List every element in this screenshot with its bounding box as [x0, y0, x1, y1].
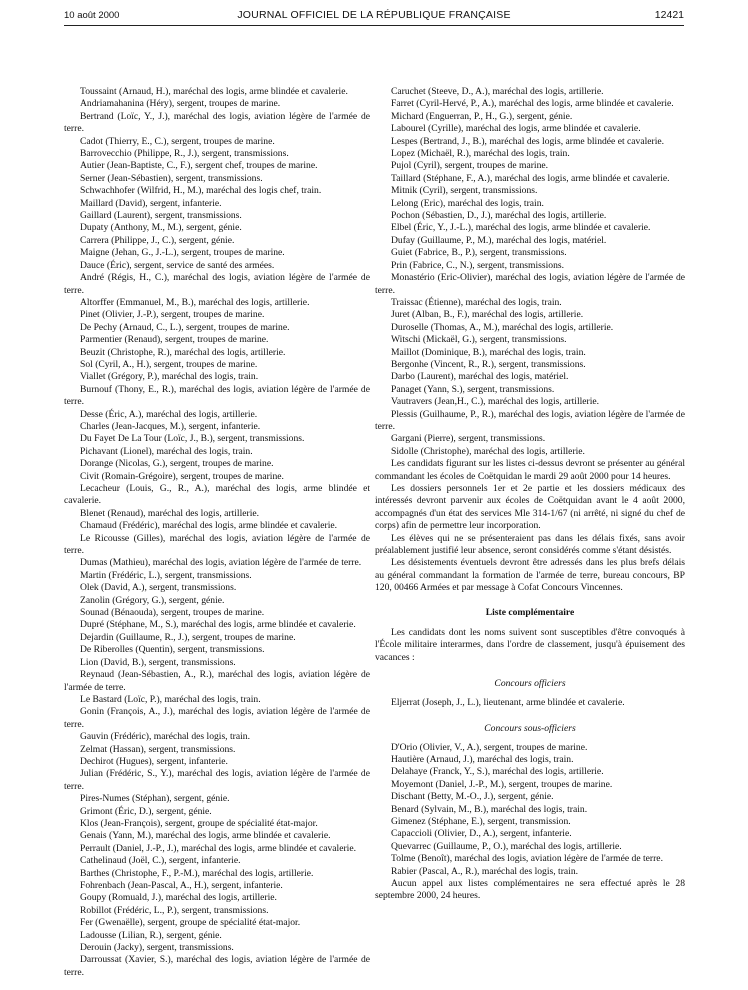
- list-item: Le Bastard (Loïc, P.), maréchal des logis, train.: [80, 693, 261, 705]
- list-item: Pires-Numes (Stéphan), sergent, génie.: [80, 793, 230, 805]
- list-item: Maillot (Dominique, B.), maréchal des logis, train.: [391, 346, 586, 358]
- closing-paragraph: Aucun appel aux listes complémentaires ne sera effectué après le 28 septembre 2000, 24 heures.: [375, 877, 685, 902]
- list-item: Barrovecchio (Philippe, R., J.), sergent, transmissions.: [80, 148, 289, 160]
- list-item: Lion (David, B.), sergent, transmissions.: [80, 656, 236, 668]
- list-item: Zanolin (Grégory, G.), sergent, génie.: [80, 594, 225, 606]
- list-item: Andriamahanina (Héry), sergent, troupes de marine.: [80, 98, 281, 110]
- list-item: Schwachhofer (Wilfrid, H., M.), maréchal des logis chef, train.: [80, 185, 322, 197]
- list-item: Guiet (Fabrice, B., P.), sergent, transmissions.: [391, 247, 567, 259]
- list-item: Witschi (Mickaël, G.), sergent, transmissions.: [391, 334, 567, 346]
- list-item: Lopez (Michaël, R.), maréchal des logis, train.: [391, 148, 570, 160]
- list-item: Rabier (Pascal, A., R.), maréchal des logis, train.: [391, 865, 579, 877]
- instruction-paragraph: Les candidats figurant sur les listes ci-dessus devront se présenter au général commandant les écoles de Coëtquidan le mardi 29 août 2000 pour 14 heures.: [375, 458, 685, 482]
- list-item: Burnouf (Thony, E., R.), maréchal des logis, aviation légère de l'armée de terre.: [64, 383, 370, 408]
- list-item: Carrera (Philippe, J., C.), sergent, génie.: [80, 234, 235, 246]
- list-item: Julian (Frédéric, S., Y.), maréchal des logis, aviation légère de l'armée de terre.: [64, 768, 370, 792]
- nco-title: Concours sous-officiers: [484, 723, 576, 735]
- list-item: Autier (Jean-Baptiste, C., F.), sergent chef, troupes de marine.: [80, 160, 318, 172]
- list-item: Serner (Jean-Sébastien), sergent, transmissions.: [80, 172, 263, 184]
- list-item: Traissac (Étienne), maréchal des logis, train.: [391, 296, 562, 308]
- list-item: De Pechy (Arnaud, C., L.), sergent, troupes de marine.: [80, 321, 290, 333]
- officers-list: [375, 697, 685, 709]
- list-item: Sidolle (Christophe), maréchal des logis, artillerie.: [391, 445, 585, 457]
- list-item: Lelong (Eric), maréchal des logis, train.: [391, 197, 544, 209]
- list-item: Vautravers (Jean,H., C.), maréchal des logis, artillerie.: [391, 396, 600, 408]
- list-item: Sol (Cyril, A., H.), sergent, troupes de marine.: [80, 358, 258, 370]
- list-item: Labourel (Cyrille), maréchal des logis, arme blindée et cavalerie.: [391, 123, 641, 135]
- list-item: Dupré (Stéphane, M., S.), maréchal des logis, arme blindée et cavalerie.: [80, 619, 356, 631]
- list-item: Mitnik (Cyril), sergent, transmissions.: [391, 185, 538, 197]
- list-item: Delahaye (Franck, Y., S.), maréchal des logis, artillerie.: [391, 766, 604, 778]
- list-item: Plessis (Guilhaume, P., R.), maréchal des logis, aviation légère de l'armée de terre.: [375, 408, 685, 432]
- list-item: Fer (Gwenaëlle), sergent, groupe de spécialité état-major.: [80, 917, 301, 929]
- list-item: Cathelinaud (Joël, C.), sergent, infanterie.: [80, 855, 241, 867]
- list-item: Gaillard (Laurent), sergent, transmissions.: [80, 210, 242, 222]
- header-date: 10 août 2000: [64, 10, 120, 21]
- list-item: Beuzit (Christophe, R.), maréchal des logis, artillerie.: [80, 346, 286, 358]
- list-item: Sounad (Bénaouda), sergent, troupes de marine.: [80, 607, 265, 619]
- list-item: Du Fayet De La Tour (Loïc, J., B.), sergent, transmissions.: [80, 433, 305, 445]
- header-title: JOURNAL OFFICIEL DE LA RÉPUBLIQUE FRANÇAISE: [237, 9, 511, 21]
- list-item: Quevarrec (Guillaume, P., O.), maréchal des logis, artillerie.: [391, 840, 622, 852]
- list-item: Monastério (Eric-Olivier), maréchal des logis, aviation légère de l'armée de terre.: [375, 272, 685, 296]
- list-item: Bertrand (Loïc, Y., J.), maréchal des logis, aviation légère de l'armée de terre.: [64, 110, 370, 135]
- list-item: Gargani (Pierre), sergent, transmissions.: [391, 433, 546, 445]
- list-item: Maillard (David), sergent, infanterie.: [80, 197, 222, 209]
- list-item: Parmentier (Renaud), sergent, troupes de marine.: [80, 334, 269, 346]
- list-item: Maigne (Jehan, G., J.-L.), sergent, troupes de marine.: [80, 247, 285, 259]
- list-item: Charles (Jean-Jacques, M.), sergent, infanterie.: [80, 420, 261, 432]
- list-item: Derouin (Jacky), sergent, transmissions.: [80, 942, 234, 954]
- right-column: [375, 86, 685, 903]
- instruction-paragraph: Les désistements éventuels devront être adressés dans les plus brefs délais au général commandant la formation de l'armée de terre, bureau concours, BP 120, 00466 Armées et par message à Cofat Concours Vincennes.: [375, 557, 685, 594]
- list-item: Darbo (Laurent), maréchal des logis, matériel.: [391, 371, 569, 383]
- list-item: Duroselle (Thomas, A., M.), maréchal des logis, artillerie.: [391, 321, 614, 333]
- list-item: Gonin (François, A., J.), maréchal des logis, aviation légère de l'armée de terre.: [64, 706, 370, 730]
- list-item: Prin (Fabrice, C., N.), sergent, transmissions.: [391, 259, 565, 271]
- list-item: André (Régis, H., C.), maréchal des logis, aviation légère de l'armée de terre.: [64, 272, 370, 296]
- list-item: Caruchet (Steeve, D., A.), maréchal des logis, artillerie.: [391, 86, 604, 97]
- header-page-number: 12421: [654, 9, 684, 21]
- list-item: Dumas (Mathieu), maréchal des logis, aviation légère de l'armée de terre.: [80, 557, 362, 569]
- list-item: Toussaint (Arnaud, H.), maréchal des logis, arme blindée et cavalerie.: [80, 86, 348, 97]
- list-item: De Riberolles (Quentin), sergent, transmissions.: [80, 644, 265, 656]
- list-item: Farret (Cyril-Hervé, P., A.), maréchal des logis, arme blindée et cavalerie.: [391, 98, 674, 110]
- list-item: Eljerrat (Joseph, J., L.), lieutenant, arme blindée et cavalerie.: [391, 696, 625, 708]
- instruction-paragraphs: [375, 458, 685, 594]
- left-column: [64, 86, 370, 979]
- list-item: Benard (Sylvain, M., B.), maréchal des logis, train.: [391, 803, 588, 815]
- list-item: Moyemont (Daniel, J.-P., M.), sergent, troupes de marine.: [391, 778, 613, 790]
- list-item: Michard (Enguerran, P., H., G.), sergent, génie.: [391, 110, 573, 122]
- complementary-title: Liste complémentaire: [485, 606, 575, 618]
- list-item: D'Orio (Olivier, V., A.), sergent, troupes de marine.: [391, 741, 588, 753]
- list-item: Dechirot (Hugues), sergent, infanterie.: [80, 755, 228, 767]
- list-item: Civit (Romain-Grégoire), sergent, troupes de marine.: [80, 470, 284, 482]
- list-item: Lespes (Bertrand, J., B.), maréchal des logis, arme blindée et cavalerie.: [391, 135, 665, 147]
- list-item: Perrault (Daniel, J.-P., J.), maréchal des logis, arme blindée et cavalerie.: [80, 842, 356, 854]
- complementary-intro: Les candidats dont les noms suivent sont susceptibles d'être convoqués à l'École militaire interarmes, dans l'ordre de classement, jusqu'à épuisement des vacances :: [375, 627, 685, 663]
- list-item: Pinet (Olivier, J.-P.), sergent, troupes de marine.: [80, 309, 265, 321]
- list-item: Ladousse (Lilian, R.), sergent, génie.: [80, 929, 222, 941]
- list-item: Capaccioli (Olivier, D., A.), sergent, infanterie.: [391, 828, 572, 840]
- instruction-paragraph: Les dossiers personnels 1er et 2e partie et les dossiers médicaux des intéressés devront parvenir aux écoles de Coëtquidan avant le 4 août 2000, accompagnés d'un état des services Mle 314-1/67 (ni arrêté, ni signé du chef de corps) afin de permettre leur incorporation.: [375, 483, 685, 532]
- instruction-paragraph: Les élèves qui ne se présenteraient pas dans les délais fixés, sans avoir préalablement justifié leur absence, seront considérés comme s'étant désistés.: [375, 532, 685, 557]
- list-item: Dufay (Guillaume, P., M.), maréchal des logis, matériel.: [391, 234, 607, 246]
- right-entry-list: [375, 86, 685, 458]
- list-item: Fohrenbach (Jean-Pascal, A., H.), sergent, infanterie.: [80, 880, 283, 891]
- list-item: Pichavant (Lionel), maréchal des logis, train.: [80, 445, 253, 457]
- list-item: Klos (Jean-François), sergent, groupe de spécialité état-major.: [80, 817, 318, 829]
- list-item: Elbel (Éric, Y., J.-L.), maréchal des logis, arme blindée et cavalerie.: [391, 222, 651, 234]
- officers-title: Concours officiers: [494, 678, 566, 690]
- list-item: Martin (Frédéric, L.), sergent, transmissions.: [80, 569, 252, 581]
- list-item: Cadot (Thierry, E., C.), sergent, troupes de marine.: [80, 135, 275, 147]
- list-item: Olek (David, A.), sergent, transmissions.: [80, 582, 237, 594]
- nco-list: [375, 742, 685, 878]
- list-item: Blenet (Renaud), maréchal des logis, artillerie.: [80, 507, 260, 519]
- list-item: Desse (Éric, A.), maréchal des logis, artillerie.: [80, 408, 258, 420]
- list-item: Goupy (Romuald, J.), maréchal des logis, artillerie.: [80, 892, 277, 904]
- list-item: Chamaud (Frédéric), maréchal des logis, arme blindée et cavalerie.: [80, 520, 338, 532]
- list-item: Robillot (Frédéric, L., P.), sergent, transmissions.: [80, 904, 269, 916]
- list-item: Gimenez (Stéphane, E.), sergent, transmission.: [391, 815, 571, 827]
- list-item: Dejardin (Guillaume, R., J.), sergent, troupes de marine.: [80, 631, 296, 643]
- list-item: Juret (Alban, B., F.), maréchal des logis, artillerie.: [391, 309, 584, 321]
- list-item: Tolme (Benoît), maréchal des logis, aviation légère de l'armée de terre.: [391, 853, 663, 865]
- list-item: Gauvin (Frédéric), maréchal des logis, train.: [80, 731, 250, 743]
- header-rule: [64, 25, 684, 26]
- list-item: Pujol (Cyril), sergent, troupes de marine.: [391, 160, 549, 172]
- list-item: Hautière (Arnaud, J.), maréchal des logis, train.: [391, 753, 574, 765]
- list-item: Bergonhe (Vincent, R., R.), sergent, transmissions.: [391, 358, 586, 370]
- list-item: Dorange (Nicolas, G.), sergent, troupes de marine.: [80, 458, 274, 470]
- list-item: Grimont (Éric, D.), sergent, génie.: [80, 805, 212, 817]
- list-item: Lecacheur (Louis, G., R., A.), maréchal des logis, arme blindée et cavalerie.: [64, 483, 370, 507]
- list-item: Reynaud (Jean-Sébastien, A., R.), maréchal des logis, aviation légère de l'armée de terre.: [64, 669, 370, 693]
- list-item: Le Ricousse (Gilles), maréchal des logis, aviation légère de l'armée de terre.: [64, 532, 370, 557]
- list-item: Darroussat (Xavier, S.), maréchal des logis, aviation légère de l'armée de terre.: [64, 954, 370, 978]
- list-item: Genais (Yann, M.), maréchal des logis, arme blindée et cavalerie.: [80, 830, 331, 842]
- list-item: Altorffer (Emmanuel, M., B.), maréchal des logis, artillerie.: [80, 296, 310, 308]
- list-item: Viallet (Grégory, P.), maréchal des logis, train.: [80, 371, 259, 383]
- list-item: Dupaty (Anthony, M., M.), sergent, génie.: [80, 222, 242, 234]
- page-header: [64, 8, 684, 24]
- list-item: Barthes (Christophe, F., P.-M.), maréchal des logis, artillerie.: [80, 867, 314, 879]
- list-item: Panaget (Yann, S.), sergent, transmissions.: [391, 383, 555, 395]
- list-item: Pochon (Sébastien, D., J.), maréchal des logis, artillerie.: [391, 210, 607, 222]
- list-item: Dauce (Éric), sergent, service de santé des armées.: [80, 259, 275, 271]
- list-item: Zelmat (Hassan), sergent, transmissions.: [80, 743, 236, 755]
- list-item: Taillard (Stéphane, F., A.), maréchal des logis, arme blindée et cavalerie.: [391, 172, 670, 184]
- list-item: Dischant (Betty, M.-O., J.), sergent, génie.: [391, 791, 554, 803]
